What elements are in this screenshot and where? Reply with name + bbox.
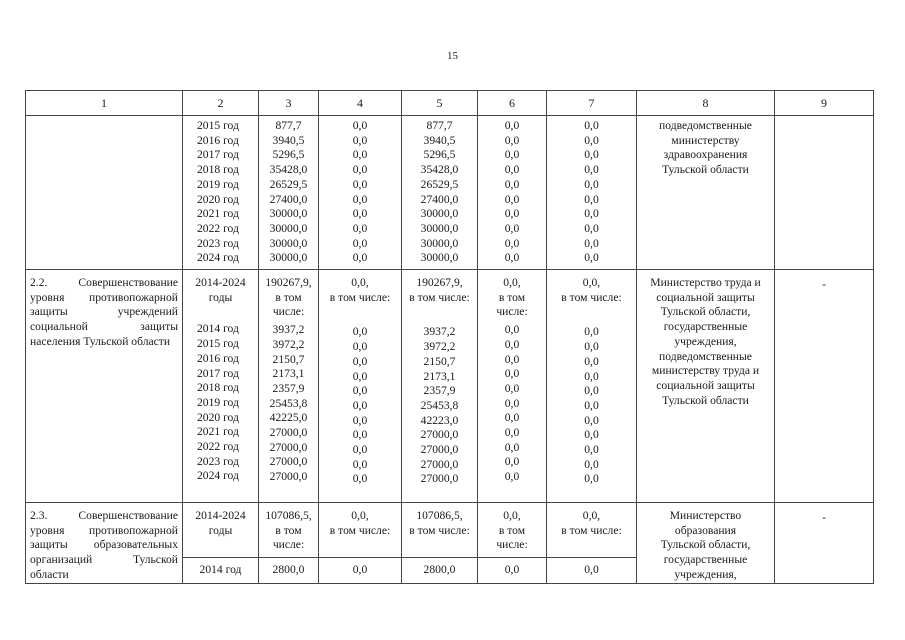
measure-name-cell [26, 270, 183, 503]
cell-line: 2024 год [197, 251, 239, 265]
col7-cell [547, 270, 637, 503]
cell-line: 0,0 [352, 192, 368, 206]
responsible-cell [637, 270, 775, 503]
cell-line: подведомственные [659, 119, 752, 132]
col4-cell [319, 503, 402, 558]
cell-line: в том числе: [409, 290, 470, 304]
cell-line: 0,0 [504, 133, 520, 147]
col5-value: 2800,0 [402, 558, 478, 583]
cell-line: 0,0 [352, 148, 368, 162]
cell-line: подведомственные [659, 349, 752, 363]
cell-line: 877,7 [426, 119, 453, 132]
cell-line: 35428,0 [420, 163, 459, 177]
cell-line: 0,0 [584, 163, 599, 177]
cell-line: 30000,0 [420, 236, 459, 250]
cell-line: 0,0, [503, 276, 521, 290]
cell-line: 0,0 [584, 443, 599, 457]
cell-line: 2016 год [197, 351, 239, 365]
header-cell-8: 8 [637, 91, 775, 116]
col5-cell [402, 116, 478, 270]
cell-line: 0,0 [584, 369, 599, 383]
cell-line: 2173,1 [272, 367, 305, 381]
cell-line: 877,7 [275, 119, 302, 132]
col6-cell [478, 270, 547, 503]
cell-line: 0,0 [352, 354, 368, 368]
cell-line: 5296,5 [423, 148, 456, 162]
cell-line: 0,0 [584, 133, 599, 147]
table-row-2-3 [26, 503, 874, 558]
cell-line: 2019 год [197, 395, 239, 409]
table-row-continuation [26, 116, 874, 270]
cell-line: в том числе: [329, 523, 391, 537]
cell-line: учреждения, [674, 567, 737, 581]
cell-line: в том числе: [409, 523, 470, 537]
cell-line: 2017 год [197, 148, 239, 162]
cell-line: 5296,5 [272, 148, 305, 162]
cell-line: в том [275, 523, 302, 537]
cell-line: 3972,2 [272, 337, 305, 351]
cell-line: 0,0, [503, 509, 521, 523]
cell-line: 26529,5 [269, 177, 308, 191]
name-cell-empty [26, 116, 183, 270]
cell-line: Тульской области [662, 163, 749, 177]
cell-line: 2020 год [197, 410, 239, 424]
cell-line: государственные [663, 553, 748, 567]
header-row [26, 91, 874, 116]
cell-line: 2019 год [197, 177, 239, 191]
cell-line: 0,0 [504, 440, 520, 454]
cell-line: министерству [671, 133, 740, 147]
cell-line: Тульской области [662, 393, 749, 407]
cell-line: 0,0 [352, 443, 368, 457]
cell-line: 0,0 [584, 413, 599, 427]
cell-line: в том [498, 290, 526, 304]
cell-line: 0,0 [504, 177, 520, 191]
years-cell [183, 270, 259, 503]
cell-line: 2357,9 [423, 384, 456, 398]
cell-line: Министерство труда и [650, 276, 761, 290]
cell-line: 30000,0 [420, 221, 459, 235]
measure-name: 2.3. Совершенствование уровня противопожарной защиты образовательных организаций Тульской области [30, 509, 178, 581]
col4-value: 0,0 [319, 558, 402, 583]
cell-line: 3940,5 [423, 133, 456, 147]
col7-cell [547, 116, 637, 270]
cell-line: 27000,0 [420, 457, 459, 471]
cell-line: 0,0 [584, 340, 599, 354]
header-cell-7: 7 [547, 91, 637, 116]
cell-line: 0,0 [352, 133, 368, 147]
cell-line: 27000,0 [269, 426, 308, 440]
cell-line: 0,0 [352, 398, 368, 412]
page-number: 15 [447, 50, 458, 62]
responsible-cell [637, 503, 775, 584]
cell-line: 30000,0 [269, 251, 308, 265]
cell-line: министерству труда и [651, 364, 760, 378]
cell-line: 0,0 [504, 192, 520, 206]
cell-line: 0,0 [584, 192, 599, 206]
cell-line: 0,0 [504, 236, 520, 250]
cell-line: 0,0 [504, 251, 520, 265]
cell-line: 0,0 [352, 236, 368, 250]
cell-line: 2016 год [197, 133, 239, 147]
cell-line: 0,0 [584, 119, 599, 132]
cell-line: 0,0 [504, 381, 520, 395]
cell-line: 30000,0 [269, 236, 308, 250]
cell-line: 2014 год [197, 322, 239, 336]
col6-value: 0,0 [478, 558, 547, 583]
cell-line: 0,0 [352, 177, 368, 191]
cell-line: 2014-2024 [195, 509, 246, 523]
cell-line: 0,0, [351, 276, 369, 290]
cell-line: 27000,0 [420, 443, 459, 457]
cell-line: 2023 год [197, 236, 239, 250]
years-cell [183, 116, 259, 270]
cell-line: социальной защиты [656, 290, 755, 304]
cell-line: 0,0 [584, 221, 599, 235]
cell-line: 0,0 [352, 119, 368, 132]
cell-line: Тульской области, [660, 538, 751, 552]
cell-line: числе: [272, 305, 305, 319]
header-cell-6: 6 [478, 91, 547, 116]
cell-line: 25453,8 [420, 398, 459, 412]
header-cell-5: 5 [402, 91, 478, 116]
col3-cell [259, 503, 319, 558]
cell-line: 2022 год [197, 221, 239, 235]
col6-cell [478, 503, 547, 558]
cell-line: Тульской области, [660, 305, 751, 319]
cell-line: 2014-2024 [195, 276, 246, 290]
cell-line: 2357,9 [272, 381, 305, 395]
cell-line: 0,0 [504, 119, 520, 132]
cell-line: 0,0 [352, 340, 368, 354]
cell-line: 0,0 [584, 251, 599, 265]
cell-line: в том [275, 290, 302, 304]
col5-cell [402, 503, 478, 558]
cell-line: 2173,1 [423, 369, 456, 383]
dash-value: - [822, 278, 826, 292]
cell-line: 0,0 [504, 470, 520, 484]
cell-line: числе: [496, 538, 528, 552]
cell-line: 30000,0 [269, 221, 308, 235]
cell-line: в том числе: [561, 523, 622, 537]
measure-name-cell [26, 503, 183, 584]
cell-line: 0,0 [504, 323, 520, 337]
cell-line: 27400,0 [420, 192, 459, 206]
cell-line: 0,0 [504, 455, 520, 469]
dash-value: - [822, 511, 826, 525]
cell-line: 0,0 [504, 163, 520, 177]
cell-line: 0,0 [352, 457, 368, 471]
program-budget-table [25, 90, 874, 584]
cell-line: 0,0 [352, 384, 368, 398]
cell-line: социальной защиты [656, 378, 755, 392]
col9-cell [775, 503, 874, 584]
cell-line: 35428,0 [269, 163, 308, 177]
cell-line: 0,0 [584, 398, 599, 412]
cell-line: 2017 год [197, 366, 239, 380]
cell-line: 30000,0 [269, 207, 308, 221]
cell-line: 2150,7 [272, 352, 305, 366]
cell-line: учреждения, [674, 334, 737, 348]
cell-line: 0,0 [504, 207, 520, 221]
cell-line: 2023 год [197, 454, 239, 468]
cell-line: 0,0 [584, 236, 599, 250]
cell-line: 0,0 [504, 411, 520, 425]
header-cell-9: 9 [775, 91, 874, 116]
cell-line: государственные [663, 320, 748, 334]
cell-line: 0,0 [584, 177, 599, 191]
col9-cell [775, 270, 874, 503]
cell-line: 27400,0 [269, 192, 308, 206]
cell-line: Министерство [669, 509, 742, 523]
cell-line: 30000,0 [420, 251, 459, 265]
cell-line: 3937,2 [423, 325, 456, 339]
cell-line: 0,0 [584, 148, 599, 162]
col3-cell [259, 116, 319, 270]
cell-line: 0,0 [352, 325, 368, 339]
cell-line: 2020 год [197, 192, 239, 206]
cell-line: 190267,9, [416, 276, 463, 290]
cell-line: 42223,0 [420, 413, 459, 427]
col7-value: 0,0 [547, 558, 637, 583]
header-cell-1: 1 [26, 91, 183, 116]
cell-line: 0,0 [584, 384, 599, 398]
cell-line: 0,0 [584, 325, 599, 339]
cell-line: числе: [496, 305, 528, 319]
cell-line: 0,0 [352, 221, 368, 235]
cell-line: 0,0 [352, 207, 368, 221]
cell-line: годы [208, 290, 233, 304]
cell-line: числе: [272, 538, 305, 552]
cell-line: 0,0 [504, 221, 520, 235]
cell-line: 0,0 [504, 337, 520, 351]
cell-line: 2015 год [197, 337, 239, 351]
cell-line: 0,0 [352, 472, 368, 486]
cell-line: 107086,5, [416, 509, 463, 523]
cell-line: 0,0 [504, 352, 520, 366]
cell-line: 2150,7 [423, 354, 456, 368]
responsible-cell [637, 116, 775, 270]
cell-line: 2018 год [197, 163, 239, 177]
cell-line: образования [674, 523, 737, 537]
cell-line: 0,0 [352, 163, 368, 177]
col7-cell [547, 503, 637, 558]
cell-line: 0,0 [584, 354, 599, 368]
cell-line: 25453,8 [269, 396, 308, 410]
cell-line: 42225,0 [269, 411, 308, 425]
cell-line: 0,0 [584, 457, 599, 471]
cell-line: 3972,2 [423, 340, 456, 354]
cell-line: 27000,0 [420, 472, 459, 486]
col4-cell [319, 116, 402, 270]
cell-line: 0,0 [584, 472, 599, 486]
years-cell [183, 503, 259, 558]
cell-line: 27000,0 [269, 470, 308, 484]
cell-line: 0,0 [504, 396, 520, 410]
cell-line: в том числе: [561, 290, 622, 304]
cell-line: 3940,5 [272, 133, 305, 147]
header-cell-3: 3 [259, 91, 319, 116]
cell-line: 2024 год [197, 469, 239, 483]
cell-line: 0,0 [504, 426, 520, 440]
cell-line: 26529,5 [420, 177, 459, 191]
cell-line: 3937,2 [272, 323, 305, 337]
cell-line: 2015 год [197, 119, 239, 132]
cell-line: 0,0 [504, 367, 520, 381]
cell-line: 2021 год [197, 425, 239, 439]
cell-line: годы [208, 523, 233, 537]
cell-line: 2021 год [197, 207, 239, 221]
cell-line: в том [498, 523, 526, 537]
col6-cell [478, 116, 547, 270]
cell-line: 0,0 [352, 413, 368, 427]
cell-line: 0,0 [584, 207, 599, 221]
year-2014-cell: 2014 год [183, 558, 259, 583]
col3-cell [259, 270, 319, 503]
cell-line: 0,0, [351, 509, 369, 523]
col3-value: 2800,0 [259, 558, 319, 583]
cell-line: 30000,0 [420, 207, 459, 221]
table-row-2-2 [26, 270, 874, 503]
cell-line: 190267,9, [265, 276, 312, 290]
col9-cell-empty [775, 116, 874, 270]
col4-cell [319, 270, 402, 503]
measure-name: 2.2. Совершенствование уровня противопожарной защиты учреждений социальной защиты населения Тульской области [30, 276, 178, 348]
cell-line: 2022 год [197, 440, 239, 454]
cell-line: здравоохранения [663, 148, 748, 162]
cell-line: 0,0 [584, 428, 599, 442]
cell-line: 107086,5, [265, 509, 312, 523]
header-cell-2: 2 [183, 91, 259, 116]
cell-line: 0,0, [582, 276, 601, 290]
cell-line: 2018 год [197, 381, 239, 395]
cell-line: 0,0 [504, 148, 520, 162]
cell-line: 0,0 [352, 251, 368, 265]
col5-cell [402, 270, 478, 503]
cell-line: в том числе: [329, 290, 391, 304]
cell-line: 0,0 [352, 428, 368, 442]
cell-line: 0,0, [582, 509, 601, 523]
cell-line: 27000,0 [420, 428, 459, 442]
header-cell-4: 4 [319, 91, 402, 116]
cell-line: 0,0 [352, 369, 368, 383]
cell-line: 27000,0 [269, 455, 308, 469]
cell-line: 27000,0 [269, 440, 308, 454]
